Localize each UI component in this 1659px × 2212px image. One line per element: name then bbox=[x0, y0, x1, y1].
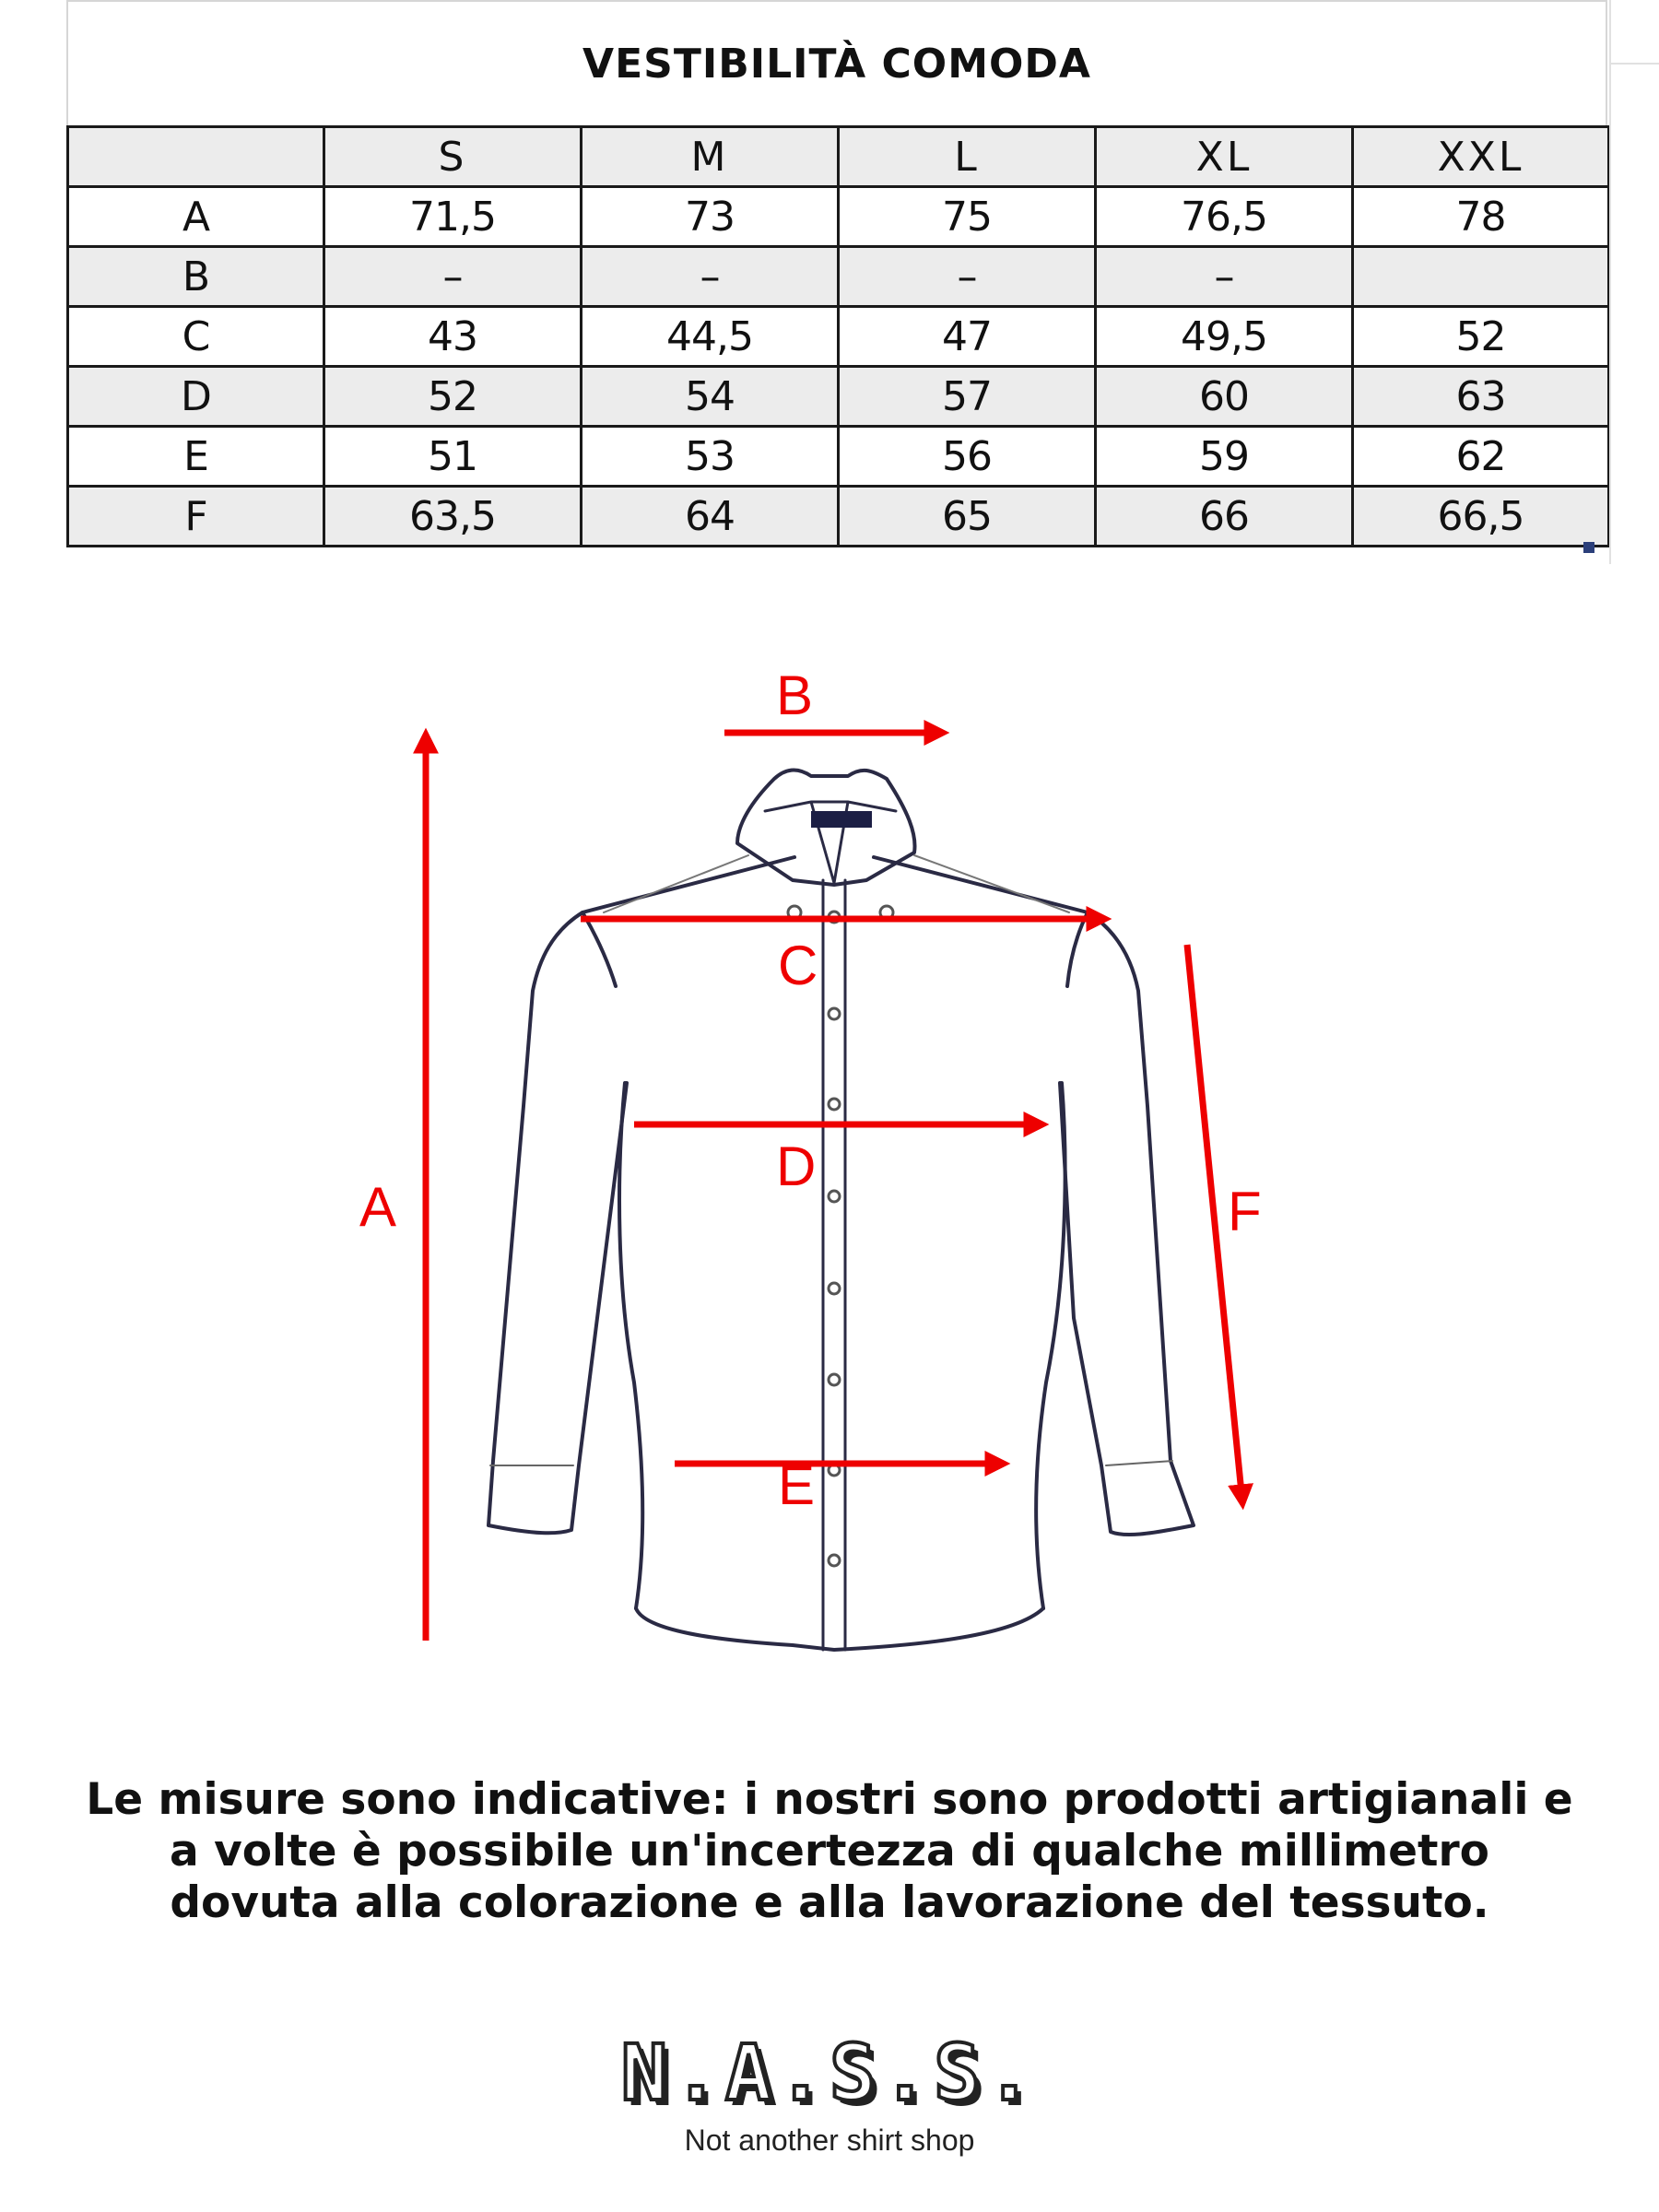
row-label: A bbox=[68, 187, 324, 247]
shirt-button bbox=[829, 1283, 840, 1294]
logo-tagline: Not another shirt shop bbox=[684, 2124, 975, 2157]
yoke-right bbox=[914, 855, 1069, 912]
shirt-button bbox=[829, 1374, 840, 1385]
table-cell: 66 bbox=[1096, 487, 1353, 547]
row-label: C bbox=[68, 307, 324, 367]
table-cell: 73 bbox=[582, 187, 839, 247]
disclaimer bbox=[0, 1774, 1659, 1929]
yoke-left bbox=[604, 855, 748, 912]
table-cell: 64 bbox=[582, 487, 839, 547]
table-cell: 59 bbox=[1096, 427, 1353, 487]
table-cell: 53 bbox=[582, 427, 839, 487]
left-sleeve bbox=[488, 857, 794, 1533]
table-cell: 60 bbox=[1096, 367, 1353, 427]
header-cell-xl: XL bbox=[1096, 127, 1353, 187]
table-cell: – bbox=[1096, 247, 1353, 307]
row-label: B bbox=[68, 247, 324, 307]
row-label: D bbox=[68, 367, 324, 427]
row-label: F bbox=[68, 487, 324, 547]
table-cell: 51 bbox=[324, 427, 582, 487]
table-cell: 43 bbox=[324, 307, 582, 367]
collar-patch bbox=[811, 811, 872, 828]
table-cell: – bbox=[839, 247, 1096, 307]
table-cell: 66,5 bbox=[1353, 487, 1609, 547]
header-cell-l: L bbox=[839, 127, 1096, 187]
logo-mark: N.A.S.S. bbox=[620, 2028, 1039, 2118]
table-cell: 63 bbox=[1353, 367, 1609, 427]
shirt-button bbox=[829, 1099, 840, 1110]
disclaimer-line-2: a volte è possibile un'incertezza di qualche millimetro bbox=[170, 1826, 1489, 1877]
right-armhole bbox=[1067, 912, 1088, 986]
shirt-button bbox=[829, 1555, 840, 1566]
table-cell: – bbox=[582, 247, 839, 307]
table-cell: 57 bbox=[839, 367, 1096, 427]
label-e: E bbox=[778, 1454, 816, 1516]
right-sleeve bbox=[874, 857, 1194, 1535]
disclaimer-line-1: Le misure sono indicative: i nostri sono prodotti artigianali e bbox=[86, 1774, 1573, 1825]
label-c: C bbox=[778, 935, 818, 996]
label-f: F bbox=[1228, 1181, 1262, 1242]
label-a: A bbox=[359, 1176, 397, 1238]
brand-logo bbox=[0, 2028, 1659, 2158]
header-cell-m: M bbox=[582, 127, 839, 187]
right-side bbox=[1036, 1083, 1065, 1608]
right-cuff-line bbox=[1106, 1461, 1172, 1465]
table-cell: 54 bbox=[582, 367, 839, 427]
table-cell: 71,5 bbox=[324, 187, 582, 247]
table-cell: – bbox=[324, 247, 582, 307]
label-b: B bbox=[776, 665, 814, 726]
row-label: E bbox=[68, 427, 324, 487]
header-cell-xxl: XXL bbox=[1353, 127, 1609, 187]
hem bbox=[636, 1608, 1043, 1650]
table-cell: 63,5 bbox=[324, 487, 582, 547]
table-cell: 78 bbox=[1353, 187, 1609, 247]
label-d: D bbox=[776, 1135, 817, 1197]
measurement-arrows bbox=[426, 733, 1242, 1641]
table-cell: 76,5 bbox=[1096, 187, 1353, 247]
table-cell: 44,5 bbox=[582, 307, 839, 367]
shirt-outline bbox=[488, 771, 1194, 1650]
table-cell: 47 bbox=[839, 307, 1096, 367]
table-cell: 52 bbox=[1353, 307, 1609, 367]
table-cell: 49,5 bbox=[1096, 307, 1353, 367]
measurement-labels bbox=[359, 665, 1262, 1516]
size-chart-title: VESTIBILITÀ COMODA bbox=[582, 40, 1091, 88]
shirt-button bbox=[829, 1008, 840, 1019]
left-armhole bbox=[582, 912, 616, 986]
shirt-button bbox=[829, 1191, 840, 1202]
table-cell: 52 bbox=[324, 367, 582, 427]
placket bbox=[823, 880, 845, 1650]
table-cell: 65 bbox=[839, 487, 1096, 547]
header-cell-s: S bbox=[324, 127, 582, 187]
table-cell: 62 bbox=[1353, 427, 1609, 487]
left-side bbox=[619, 1083, 642, 1608]
table-cell: 75 bbox=[839, 187, 1096, 247]
table-cell: 56 bbox=[839, 427, 1096, 487]
disclaimer-line-3: dovuta alla colorazione e alla lavorazione del tessuto. bbox=[170, 1877, 1489, 1928]
